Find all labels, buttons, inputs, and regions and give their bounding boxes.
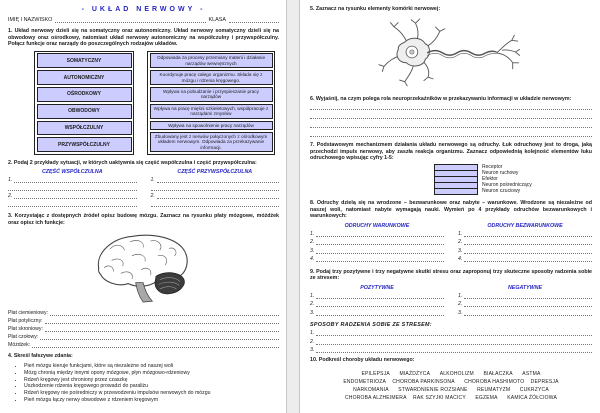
neuron-illustration [310,16,592,93]
disease-line: CHOROBA ALZHEIMERA RAK SZYJKI MACICY EGZEMA KAMICA ŻÓŁCIOWA [344,395,558,402]
row-number: 2. [150,193,155,200]
statement-item: • Rdzeń kręgowy nie pośredniczy w przewodzeniu impulsów nerwowych do mózgu [24,390,279,397]
row-number: 3. [310,309,315,316]
row-number: 2. [458,239,463,246]
answer-blank-line [464,249,592,254]
question-7-text: 7. Podstawowym mechanizmem działania układu nerwowego są odruchy. Łuk odruchowy jest to droga, jaką przechodzi impuls nerwowy, aby zaszła reakcja organizmu. Zaznacz odpowiednią kolejność elementów łuku odruchowego wpisując cyfry 1-5: [310,142,592,162]
row-number: 1. [458,230,463,237]
disease-line: ENDOMETRIOZA CHOROBA PARKINSONA CHOROBA HASHIMOTO DEPRESJA [343,379,559,386]
question-4-statements [24,363,279,404]
answer-blank-line [464,257,592,262]
question-8-columns [310,223,592,265]
question-6-answer-area [310,105,592,137]
conditioned-header: ODRUCHY WARUNKOWE [344,222,410,229]
row-number: 1. [8,177,13,184]
answer-blank-line [8,186,137,191]
parasympathetic-header: CZĘŚĆ PRZYWSPÓŁCZULNA [177,169,253,176]
arc-option-label: Efektor [482,176,498,183]
question-9-columns [310,285,592,319]
question-1-text: 1. Układ nerwowy dzieli się na somatyczny oraz autonomiczny. Układ nerwowy somatyczny dzieli się na obwodowy oraz ośrodkowy, natomiast układ nerwowy autonomiczny na współczulny i przywspółczulny. Połącz funkcje oraz narządy do poszczególnych rodzajów układów. [8,28,279,48]
row-number: 4. [458,256,463,263]
answer-blank-line [14,178,136,183]
answer-blank-line [464,311,592,316]
arc-option-label: Neuron czuciowy [482,188,521,195]
nervous-system-types-table [34,51,134,155]
question-6-text: 6. Wyjaśnij, na czym polega rola neuroprzekaźników w przekazywaniu informacji w układzie nerwowym: [310,95,572,102]
type-cell: PRZYWSPÓŁCZULNY [37,137,132,152]
page-title: - UKŁAD NERWOWY - [81,6,206,13]
stress-coping-answer-area [310,330,592,353]
row-number: 1. [310,330,315,337]
answer-blank-line [310,132,592,137]
question-9-text: 9. Podaj trzy pozytywne i trzy negatywne skutki stresu oraz zaproponuj trzy skuteczne sposoby radzenia sobie ze stresem: [310,268,592,282]
answer-blank-line [45,319,279,324]
question-2-text: 2. Podaj 2 przykłady sytuacji, w których uaktywnia się część współczulna i część przywspółczulna: [8,159,257,166]
type-cell: SOMATYCZNY [37,53,132,68]
row-number: 2. [458,301,463,308]
answer-blank-line [464,240,592,245]
sympathetic-header: CZĘŚĆ WSPÓŁCZULNA [41,169,103,176]
row-number: 1. [150,177,155,184]
name-blank-line [55,18,205,23]
answer-blank-line [14,194,136,199]
row-number: 3. [310,247,315,254]
unconditioned-header: ODRUCHY BEZWARUNKOWE [487,222,563,229]
sympathetic-column [8,169,137,209]
type-cell: WSPÓŁCZULNY [37,121,132,136]
unconditioned-reflexes-column [458,223,592,265]
answer-blank-line [316,331,592,336]
answer-blank-line [316,302,444,307]
row-number: 1. [458,292,463,299]
function-cell: Wpływa na pobudzanie i przyspieszanie pracy narządów [150,87,273,102]
answer-blank-line [40,335,279,340]
worksheet-page-2 [300,0,600,413]
stress-coping-header: SPOSOBY RADZENIA SOBIE ZE STRESEM: [310,322,432,329]
lobe-label: Płat czołowy: [8,334,39,341]
question-2-columns [8,169,279,209]
name-class-row [8,17,279,23]
arc-option-label: Receptor [482,164,503,171]
row-number: 2. [310,338,315,345]
row-number: 1. [310,292,315,299]
answer-blank-line [316,257,444,262]
row-number: 2. [8,193,13,200]
lobe-label: Płat ciemieniowy: [8,310,49,317]
question-10-text: 10. Podkreśl choroby układu nerwowego: [310,357,415,364]
answer-blank-line [316,348,592,353]
answer-blank-line [464,232,592,237]
statement-item: • Uszkodzenie rdzenia kręgowego prowadzi do paraliżu [24,383,279,390]
function-cell: Wpływa na spowolnienie pracy narządów [150,121,273,130]
type-cell: AUTONOMICZNY [37,70,132,85]
answer-blank-line [464,294,592,299]
answer-blank-line [157,194,279,199]
answer-blank-line [45,327,279,332]
answer-blank-line [310,123,592,128]
parasympathetic-column [151,169,280,209]
worksheet-page-1 [0,0,286,413]
reflex-arc-order-list [434,164,592,195]
answer-blank-line [8,202,137,207]
question-8-text: 8. Odruchy dzielą się na wrodzone – bezwarunkowe oraz nabyte – warunkowe. Wrodzone są niezależne od naszej woli, natomiast nabyte wymagają nauki. Wymień po 4 przykłady odruchów bezwarunkowych i warunkowych: [310,199,592,220]
row-number: 2. [310,239,315,246]
question-1-matching [34,51,279,155]
statement-item: • Rdzeń kręgowy jest chroniony przez czaszkę [24,377,279,384]
row-number: 4. [310,256,315,263]
conditioned-reflexes-column [310,223,444,265]
answer-blank-line [310,105,592,110]
answer-blank-line [151,186,280,191]
row-number: 1. [310,230,315,237]
arc-option-label: Neuron pośredniczący [482,182,532,189]
answer-blank-line [316,340,592,345]
page-divider [286,0,300,413]
answer-blank-line [316,232,444,237]
question-3-text: 3. Korzystając z dostępnych źródeł opisz budowę mózgu. Zaznacz na rysunku płaty mózgowe, móżdżek oraz opisz ich funkcje: [8,213,279,226]
arc-option-label: Neuron ruchowy [482,170,519,177]
negative-header: NEGATYWNE [507,284,543,291]
order-entry-box [434,188,478,195]
answer-blank-line [316,240,444,245]
class-blank-line [229,18,279,23]
class-label: KLASA [208,17,226,23]
negative-effects-column [458,285,592,319]
row-number: 3. [458,309,463,316]
row-number: 3. [310,347,315,354]
disease-word-list [310,370,592,402]
lobe-label: Płat potyliczny: [8,318,43,325]
type-cell: OŚRODKOWY [37,87,132,102]
answer-blank-line [316,294,444,299]
statement-item: • Pień mózgu łączy nerwy obwodowe z rdzeniem kręgowym [24,397,279,404]
function-cell: Koordynuje pracę całego organizmu. Składa się z mózgu i rdzenia kręgowego. [150,70,273,85]
disease-line: NARKOMANIA STWARDNIENIE ROZSIANE REUMATYZM CUKRZYCA [353,387,549,394]
positive-header: POZYTYWNE [360,284,394,291]
disease-line: EPILEPSJA MIAŻDŻYCA ALKOHOLIZM BIAŁACZKA ASTMA [361,371,541,378]
statement-item: • Pień mózgu kieruje funkcjami, które są niezależne od naszej woli [24,363,279,370]
type-cell: OBWODOWY [37,104,132,119]
answer-blank-line [310,114,592,119]
brain-illustration [8,229,279,308]
question-5-text: 5. Zaznacz na rysunku elementy komórki nerwowej: [310,6,441,12]
functions-table [147,51,275,155]
answer-blank-line [50,311,279,316]
answer-blank-line [464,302,592,307]
function-cell: Odpowiada za procesy przemiany materii i działanie narządów wewnętrznych [150,53,273,68]
lobe-label: Móżdżek: [8,342,31,349]
row-number: 3. [458,247,463,254]
answer-blank-line [32,343,279,348]
function-cell: Wpływa na pracę mięśni szkieletowych, współpracuje z narządami zmysłów [150,104,273,119]
answer-blank-line [157,178,279,183]
answer-blank-line [151,202,280,207]
lobe-label: Płat skroniowy: [8,326,43,333]
answer-blank-line [316,311,444,316]
question-4-text: 4. Skreśl fałszywe zdania: [8,353,73,360]
function-cell: Zbudowany jest z nerwów połączonych z ośrodkowym układem nerwowym. Odpowiada za przekazywanie informacji. [150,132,273,152]
row-number: 2. [310,301,315,308]
answer-blank-line [316,249,444,254]
statement-item: • Mózg chronią między innymi opony mózgowe, płyn mózgowo-rdzeniowy [24,370,279,377]
positive-effects-column [310,285,444,319]
name-label: IMIĘ I NAZWISKO [8,17,53,23]
